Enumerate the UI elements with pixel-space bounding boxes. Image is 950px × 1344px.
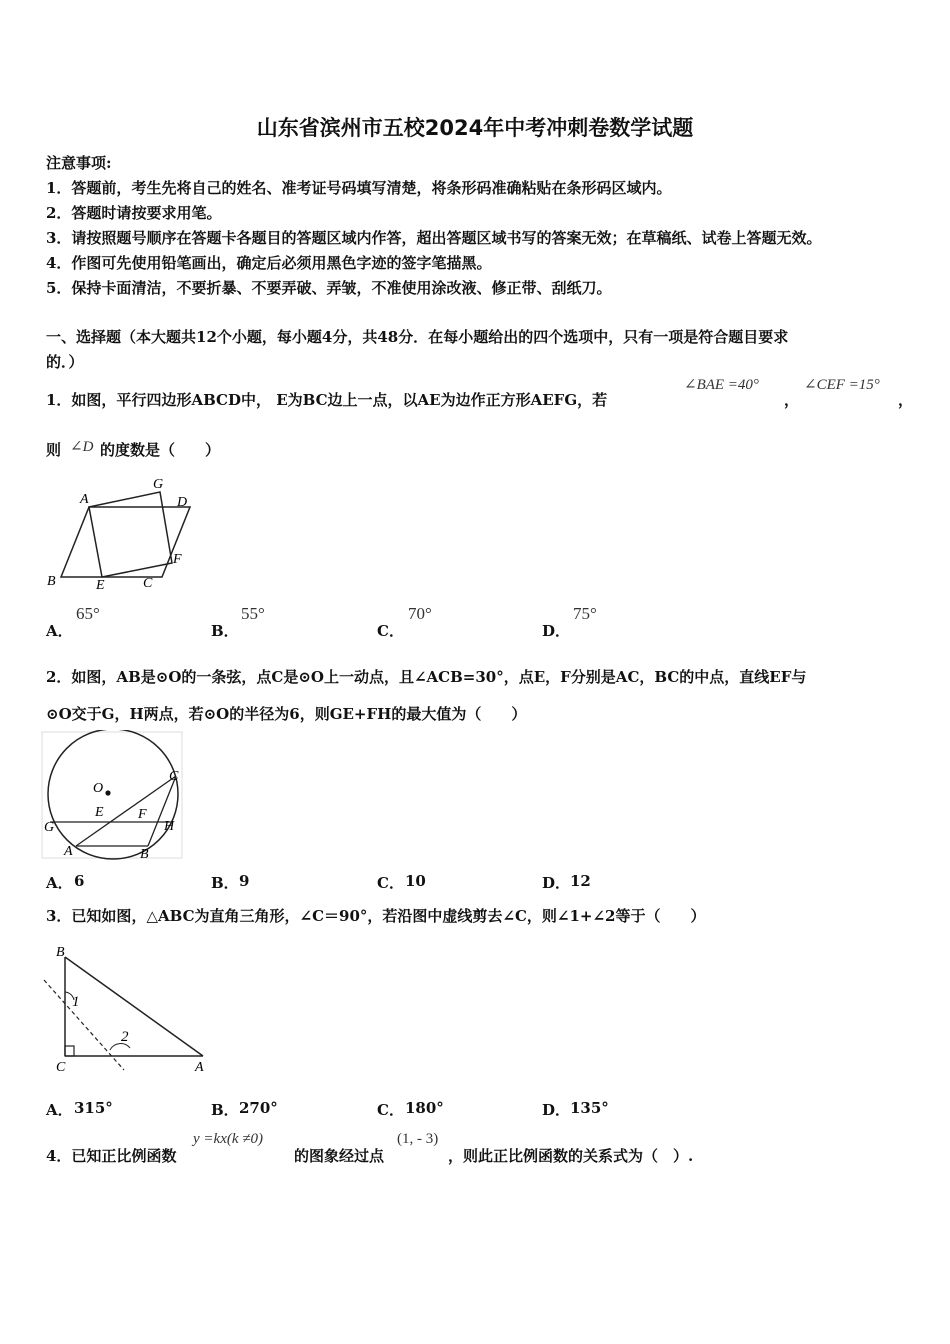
q1-math-bae: ∠BAE =40° bbox=[684, 377, 759, 393]
label-f: F bbox=[173, 552, 182, 567]
q1-option-d-value: 75° bbox=[573, 604, 597, 623]
square-aefg bbox=[89, 492, 172, 577]
label-a: A bbox=[64, 844, 73, 859]
label-e: E bbox=[96, 578, 105, 593]
chord-ac bbox=[76, 776, 176, 846]
label-a: A bbox=[80, 492, 89, 507]
label-o: O bbox=[93, 781, 104, 796]
q4-stem: 4．已知正比例函数 bbox=[46, 1147, 177, 1165]
q3-option-c-letter: C． bbox=[377, 1101, 404, 1119]
q2-option-c-value: 10 bbox=[405, 872, 426, 890]
q4-stem-end: ，则此正比例函数的关系式为（ ）. bbox=[448, 1147, 694, 1165]
q3-option-c-value: 180° bbox=[405, 1099, 444, 1117]
q1-option-d-letter: D． bbox=[542, 622, 571, 640]
q3-option-b-value: 270° bbox=[239, 1099, 278, 1117]
q4-math-point: (1, - 3) bbox=[397, 1131, 439, 1147]
label-b: B bbox=[56, 945, 65, 960]
label-e: E bbox=[95, 805, 104, 820]
q1-end: ， bbox=[898, 391, 914, 409]
label-d: D bbox=[177, 495, 188, 510]
parallelogram-abcd bbox=[61, 507, 190, 577]
notice-item: 2．答题时请按要求用笔。 bbox=[46, 204, 222, 222]
label-b: B bbox=[140, 847, 149, 862]
q1-option-b-value: 55° bbox=[241, 604, 265, 623]
q1-option-a-letter: A． bbox=[46, 622, 73, 640]
side-ab bbox=[65, 957, 203, 1056]
notice-heading: 注意事项: bbox=[46, 154, 112, 172]
notice-item: 4．作图可先使用铅笔画出，确定后必须用黑色字迹的签字笔描黑。 bbox=[46, 254, 492, 272]
label-h: H bbox=[164, 819, 175, 834]
label-angle-2: 2 bbox=[121, 1029, 129, 1045]
q1-stem: 1．如图，平行四边形ABCD中， E为BC边上一点，以AE为边作正方形AEFG，若 bbox=[46, 391, 608, 409]
q2-option-a-letter: A． bbox=[46, 874, 73, 892]
q3-option-b-letter: B． bbox=[211, 1101, 239, 1119]
q3-stem: 3．已知如图，△ABC为直角三角形，∠C＝90°，若沿图中虚线剪去∠C，则∠1+∠2等于（ ） bbox=[46, 907, 706, 925]
notice-item: 1．答题前，考生先将自己的姓名、准考证号码填写清楚，将条形码准确粘贴在条形码区域内。 bbox=[46, 179, 672, 197]
q1-stem-pre: 则 bbox=[46, 441, 62, 459]
label-angle-1: 1 bbox=[72, 994, 80, 1010]
label-c: C bbox=[143, 576, 153, 591]
q3-option-a-letter: A． bbox=[46, 1101, 73, 1119]
q3-option-a-value: 315° bbox=[74, 1099, 113, 1117]
label-f: F bbox=[138, 807, 147, 822]
circle-o bbox=[48, 730, 178, 859]
q4-math-function: y =kx(k ≠0) bbox=[193, 1131, 263, 1147]
label-b: B bbox=[47, 574, 56, 589]
section-heading-cont: 的．） bbox=[46, 353, 84, 371]
notice-item: 3．请按照题号顺序在答题卡各题目的答题区域内作答，超出答题区域书写的答案无效；在草稿纸、试卷上答题无效。 bbox=[46, 229, 822, 247]
label-g: G bbox=[153, 477, 164, 492]
q3-option-d-letter: D． bbox=[542, 1101, 571, 1119]
q2-stem-line2: ⊙O交于G，H两点，若⊙O的半径为6，则GE+FH的最大值为（ ） bbox=[46, 705, 527, 723]
q1-sep: ， bbox=[784, 391, 800, 409]
q1-math-cef: ∠CEF =15° bbox=[804, 377, 880, 393]
section-heading: 一、选择题（本大题共12个小题，每小题4分，共48分．在每小题给出的四个选项中，只有一项是符合题目要求 bbox=[46, 328, 789, 346]
q1-option-a-value: 65° bbox=[76, 604, 100, 623]
page-title: 山东省滨州市五校2024年中考冲刺卷数学试题 bbox=[256, 116, 694, 140]
q2-option-c-letter: C． bbox=[377, 874, 404, 892]
q1-option-b-letter: B． bbox=[211, 622, 239, 640]
q2-option-d-letter: D． bbox=[542, 874, 571, 892]
q2-option-d-value: 12 bbox=[570, 872, 591, 890]
q2-option-b-letter: B． bbox=[211, 874, 239, 892]
center-point-o bbox=[105, 790, 110, 795]
q1-option-c-letter: C． bbox=[377, 622, 404, 640]
label-c: C bbox=[169, 769, 179, 784]
label-g: G bbox=[44, 820, 55, 835]
q1-math-d: ∠D bbox=[70, 439, 94, 455]
q1-figure-parallelogram bbox=[40, 470, 200, 595]
q3-option-d-value: 135° bbox=[570, 1099, 609, 1117]
label-a: A bbox=[195, 1060, 204, 1075]
q2-option-a-value: 6 bbox=[74, 872, 85, 890]
q2-stem-line1: 2．如图，AB是⊙O的一条弦，点C是⊙O上一动点，且∠ACB=30°，点E，F分别是AC，BC的中点，直线EF与 bbox=[46, 668, 807, 686]
q2-figure-circle bbox=[40, 730, 185, 862]
right-angle-mark bbox=[65, 1046, 74, 1056]
q1-option-c-value: 70° bbox=[408, 604, 432, 623]
notice-item: 5．保持卡面清洁，不要折暴、不要弄破、弄皱，不准使用涂改液、修正带、刮纸刀。 bbox=[46, 279, 612, 297]
q4-stem-mid: 的图象经过点 bbox=[294, 1147, 385, 1165]
label-c: C bbox=[56, 1060, 66, 1075]
q3-figure-triangle bbox=[38, 940, 213, 1078]
q2-option-b-value: 9 bbox=[239, 872, 250, 890]
q1-stem-post: 的度数是（ ） bbox=[100, 441, 221, 459]
